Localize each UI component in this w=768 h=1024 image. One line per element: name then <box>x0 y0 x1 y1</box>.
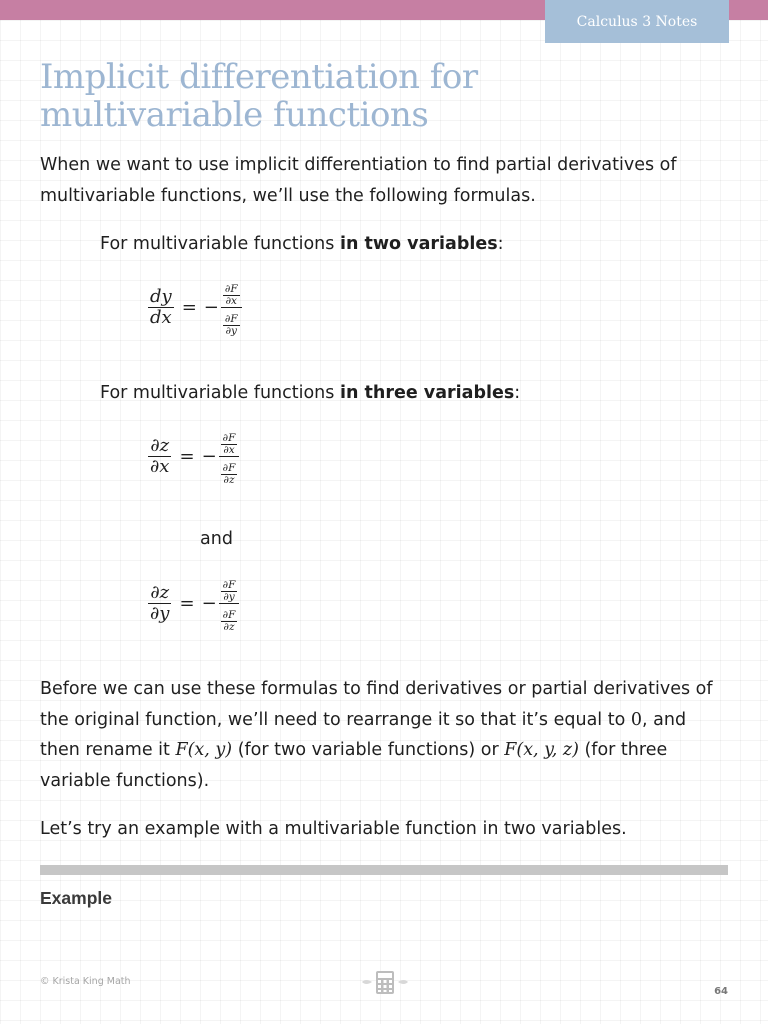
formula-three-var-x-equals: = <box>179 446 195 468</box>
rearrange-text-1: Before we can use these formulas to find derivatives or partial derivatives of the original function, we’ll need to rearrange it so that it’s equal to <box>40 679 713 730</box>
formula-two-var-rhs-top-den: ∂x <box>225 295 237 308</box>
two-var-heading <box>100 232 504 256</box>
formula-three-var-x <box>148 427 239 486</box>
formula-three-var-y-equals: = <box>179 593 195 615</box>
notes-title-tab <box>545 0 729 43</box>
two-var-heading-bold: in two variables <box>339 234 498 254</box>
formula-three-var-y-minus: − <box>201 593 217 615</box>
and-connector: and <box>200 529 233 549</box>
rearrange-zero: 0 <box>630 709 642 730</box>
formula-two-var-lhs-den: dx <box>150 307 172 329</box>
section-divider <box>40 865 728 875</box>
example-intro-paragraph: Let’s try an example with a multivariable function in two variables. <box>40 819 627 839</box>
rearrange-text-4: (for three variable functions). <box>40 740 668 791</box>
formula-three-var-x-rhs-bottom-num: ∂F <box>222 462 236 475</box>
formula-three-var-x-rhs-top <box>221 433 238 456</box>
notes-title: Calculus 3 Notes <box>576 13 698 30</box>
rearrange-f-two: F(x, y) <box>175 740 233 760</box>
formula-three-var-x-minus: − <box>201 446 217 468</box>
formula-two-var-minus: − <box>203 297 219 319</box>
page-title-line-1: Implicit differentiation for <box>40 57 478 97</box>
page-title <box>40 58 720 134</box>
formula-three-var-y-rhs <box>219 574 240 633</box>
formula-three-var-x-rhs-top-den: ∂x <box>223 444 235 457</box>
formula-three-var-y-lhs-num: ∂z <box>150 582 170 604</box>
two-var-heading-suffix: : <box>497 234 504 254</box>
rearrange-text-3: (for two variable functions) or <box>232 740 505 760</box>
formula-two-var-rhs-top <box>223 284 240 307</box>
rearrange-paragraph <box>40 674 730 796</box>
formula-two-var-lhs <box>148 287 174 328</box>
formula-three-var-y-rhs-bottom-den: ∂z <box>223 621 235 634</box>
formula-three-var-y-lhs <box>148 583 171 624</box>
formula-three-var-x-rhs-top-num: ∂F <box>222 432 236 444</box>
footer-copyright: © Krista King Math <box>40 976 131 987</box>
formula-two-var-rhs <box>221 278 242 337</box>
formula-three-var-x-lhs-num: ∂z <box>150 435 170 457</box>
formula-three-var-x-rhs-bottom <box>221 463 238 486</box>
formula-three-var-x-lhs <box>148 436 171 477</box>
calculator-logo-icon <box>360 968 410 996</box>
formula-two-var <box>148 278 242 337</box>
page-title-line-2: multivariable functions <box>40 95 429 135</box>
formula-two-var-equals: = <box>181 297 197 319</box>
two-var-heading-prefix: For multivariable functions <box>100 234 340 254</box>
formula-three-var-y-rhs-bottom <box>221 610 238 633</box>
three-var-heading-bold: in three variables <box>339 383 515 403</box>
formula-three-var-x-rhs-bottom-den: ∂z <box>223 474 235 487</box>
formula-two-var-rhs-bottom-den: ∂y <box>225 325 237 338</box>
example-heading: Example <box>40 888 112 908</box>
rearrange-f-three: F(x, y, z) <box>504 740 579 760</box>
formula-three-var-y <box>148 574 239 633</box>
formula-three-var-y-rhs-bottom-num: ∂F <box>222 609 236 622</box>
formula-two-var-lhs-num: dy <box>150 286 172 308</box>
formula-three-var-y-rhs-top-den: ∂y <box>223 591 235 604</box>
formula-two-var-rhs-bottom-num: ∂F <box>224 313 238 326</box>
three-var-heading <box>100 381 520 405</box>
formula-two-var-rhs-bottom <box>223 314 240 337</box>
formula-three-var-y-rhs-top-num: ∂F <box>222 579 236 591</box>
formula-three-var-y-lhs-den: ∂y <box>150 603 170 625</box>
formula-three-var-x-rhs <box>219 427 240 486</box>
page-number: 64 <box>714 986 728 997</box>
rearrange-text-2: , and then rename it <box>40 709 687 760</box>
formula-two-var-rhs-top-num: ∂F <box>224 283 238 295</box>
three-var-heading-prefix: For multivariable functions <box>100 383 340 403</box>
formula-three-var-x-lhs-den: ∂x <box>150 456 170 478</box>
formula-three-var-y-rhs-top <box>221 580 238 603</box>
intro-paragraph: When we want to use implicit differentiation to find partial derivatives of multivariable functions, we’ll use the following formulas. <box>40 155 677 206</box>
three-var-heading-suffix: : <box>514 383 521 403</box>
